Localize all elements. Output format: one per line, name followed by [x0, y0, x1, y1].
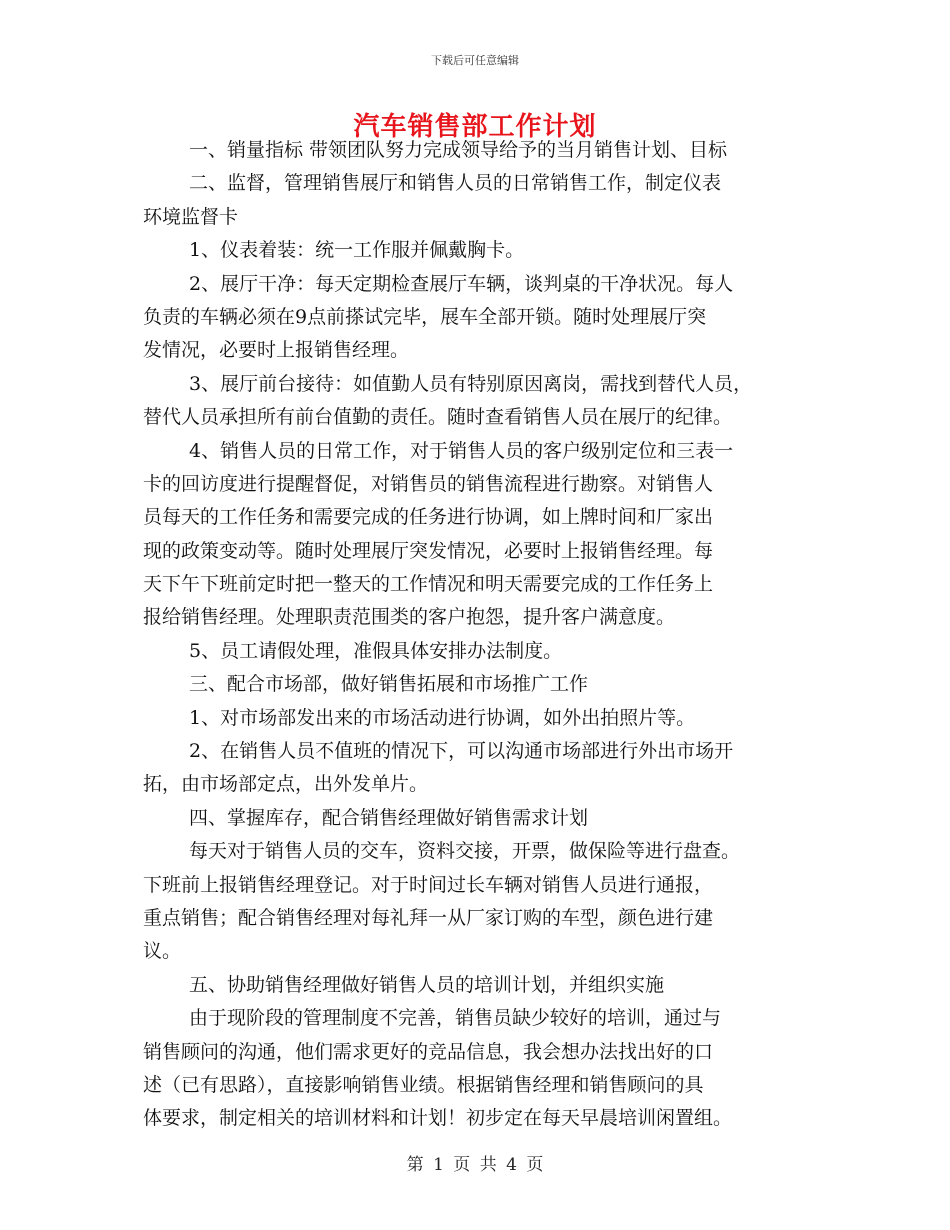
paragraph-line: 4、销售人员的日常工作，对于销售人员的客户级别定位和三表一 [189, 439, 734, 462]
header-note: 下载后可任意编辑 [431, 54, 519, 67]
paragraph-line: 现的政策变动等。随时处理展厅突发情况，必要时上报销售经理。每 [143, 539, 714, 562]
document-title: 汽车销售部工作计划 [353, 112, 597, 142]
paragraph-line: 卡的回访度进行提醒督促，对销售员的销售流程进行勘察。对销售人 [143, 472, 714, 495]
paragraph-line: 1、仪表着装：统一工作服并佩戴胸卡。 [189, 239, 525, 262]
paragraph-line: 议。 [143, 940, 182, 963]
page-footer: 第 1 页 共 4 页 [406, 1155, 544, 1175]
paragraph-line: 3、展厅前台接待：如值勤人员有特别原因离岗，需找到替代人员， [189, 372, 753, 395]
paragraph-line: 由于现阶段的管理制度不完善，销售员缺少较好的培训，通过与 [189, 1007, 722, 1030]
paragraph-line: 一、销量指标 带领团队努力完成领导给予的当月销售计划、目标 [189, 139, 728, 161]
paragraph-line: 述（已有思路），直接影响销售业绩。根据销售经理和销售顾问的具 [143, 1073, 704, 1096]
paragraph-line: 每天对于销售人员的交车，资料交接，开票，做保险等进行盘查。 [189, 840, 741, 863]
document-body [143, 134, 813, 1136]
paragraph-line: 5、员工请假处理，准假具体安排办法制度。 [189, 639, 563, 662]
paragraph-line: 报给销售经理。处理职责范围类的客户抱怨，提升客户满意度。 [143, 606, 676, 629]
paragraph-line: 2、在销售人员不值班的情况下，可以沟通市场部进行外出市场开 [189, 740, 734, 763]
paragraph-line: 负责的车辆必须在9点前搽试完毕，展车全部开锁。随时处理展厅突 [143, 305, 707, 328]
paragraph-line: 天下午下班前定时把一整天的工作情况和明天需要完成的工作任务上 [143, 573, 714, 596]
paragraph-line: 环境监督卡 [143, 205, 239, 228]
paragraph-line: 发情况，必要时上报销售经理。 [143, 339, 410, 362]
paragraph-line: 拓，由市场部定点，出外发单片。 [143, 773, 429, 796]
paragraph-line: 体要求，制定相关的培训材料和计划！初步定在每天早晨培训闲置组。 [143, 1107, 733, 1130]
paragraph-line: 重点销售；配合销售经理对每礼拜一从厂家订购的车型，颜色进行建 [143, 906, 714, 929]
paragraph-line: 五、协助销售经理做好销售人员的培训计划，并组织实施 [189, 973, 665, 996]
paragraph-line: 二、监督，管理销售展厅和销售人员的日常销售工作，制定仪表 [189, 172, 722, 195]
paragraph-line: 下班前上报销售经理登记。对于时间过长车辆对销售人员进行通报， [143, 873, 714, 896]
paragraph-line: 1、对市场部发出来的市场活动进行协调，如外出拍照片等。 [189, 706, 696, 729]
paragraph-line: 员每天的工作任务和需要完成的任务进行协调，如上牌时间和厂家出 [143, 506, 714, 529]
paragraph-line: 替代人员承担所有前台值勤的责任。随时查看销售人员在展厅的纪律。 [143, 406, 733, 429]
paragraph-line: 三、配合市场部，做好销售拓展和市场推广工作 [189, 673, 589, 696]
paragraph-line: 2、展厅干净：每天定期检查展厅车辆，谈判桌的干净状况。每人 [189, 272, 734, 295]
paragraph-line: 销售顾问的沟通，他们需求更好的竞品信息，我会想办法找出好的口 [143, 1040, 714, 1063]
paragraph-line: 四、掌握库存，配合销售经理做好销售需求计划 [189, 806, 589, 829]
